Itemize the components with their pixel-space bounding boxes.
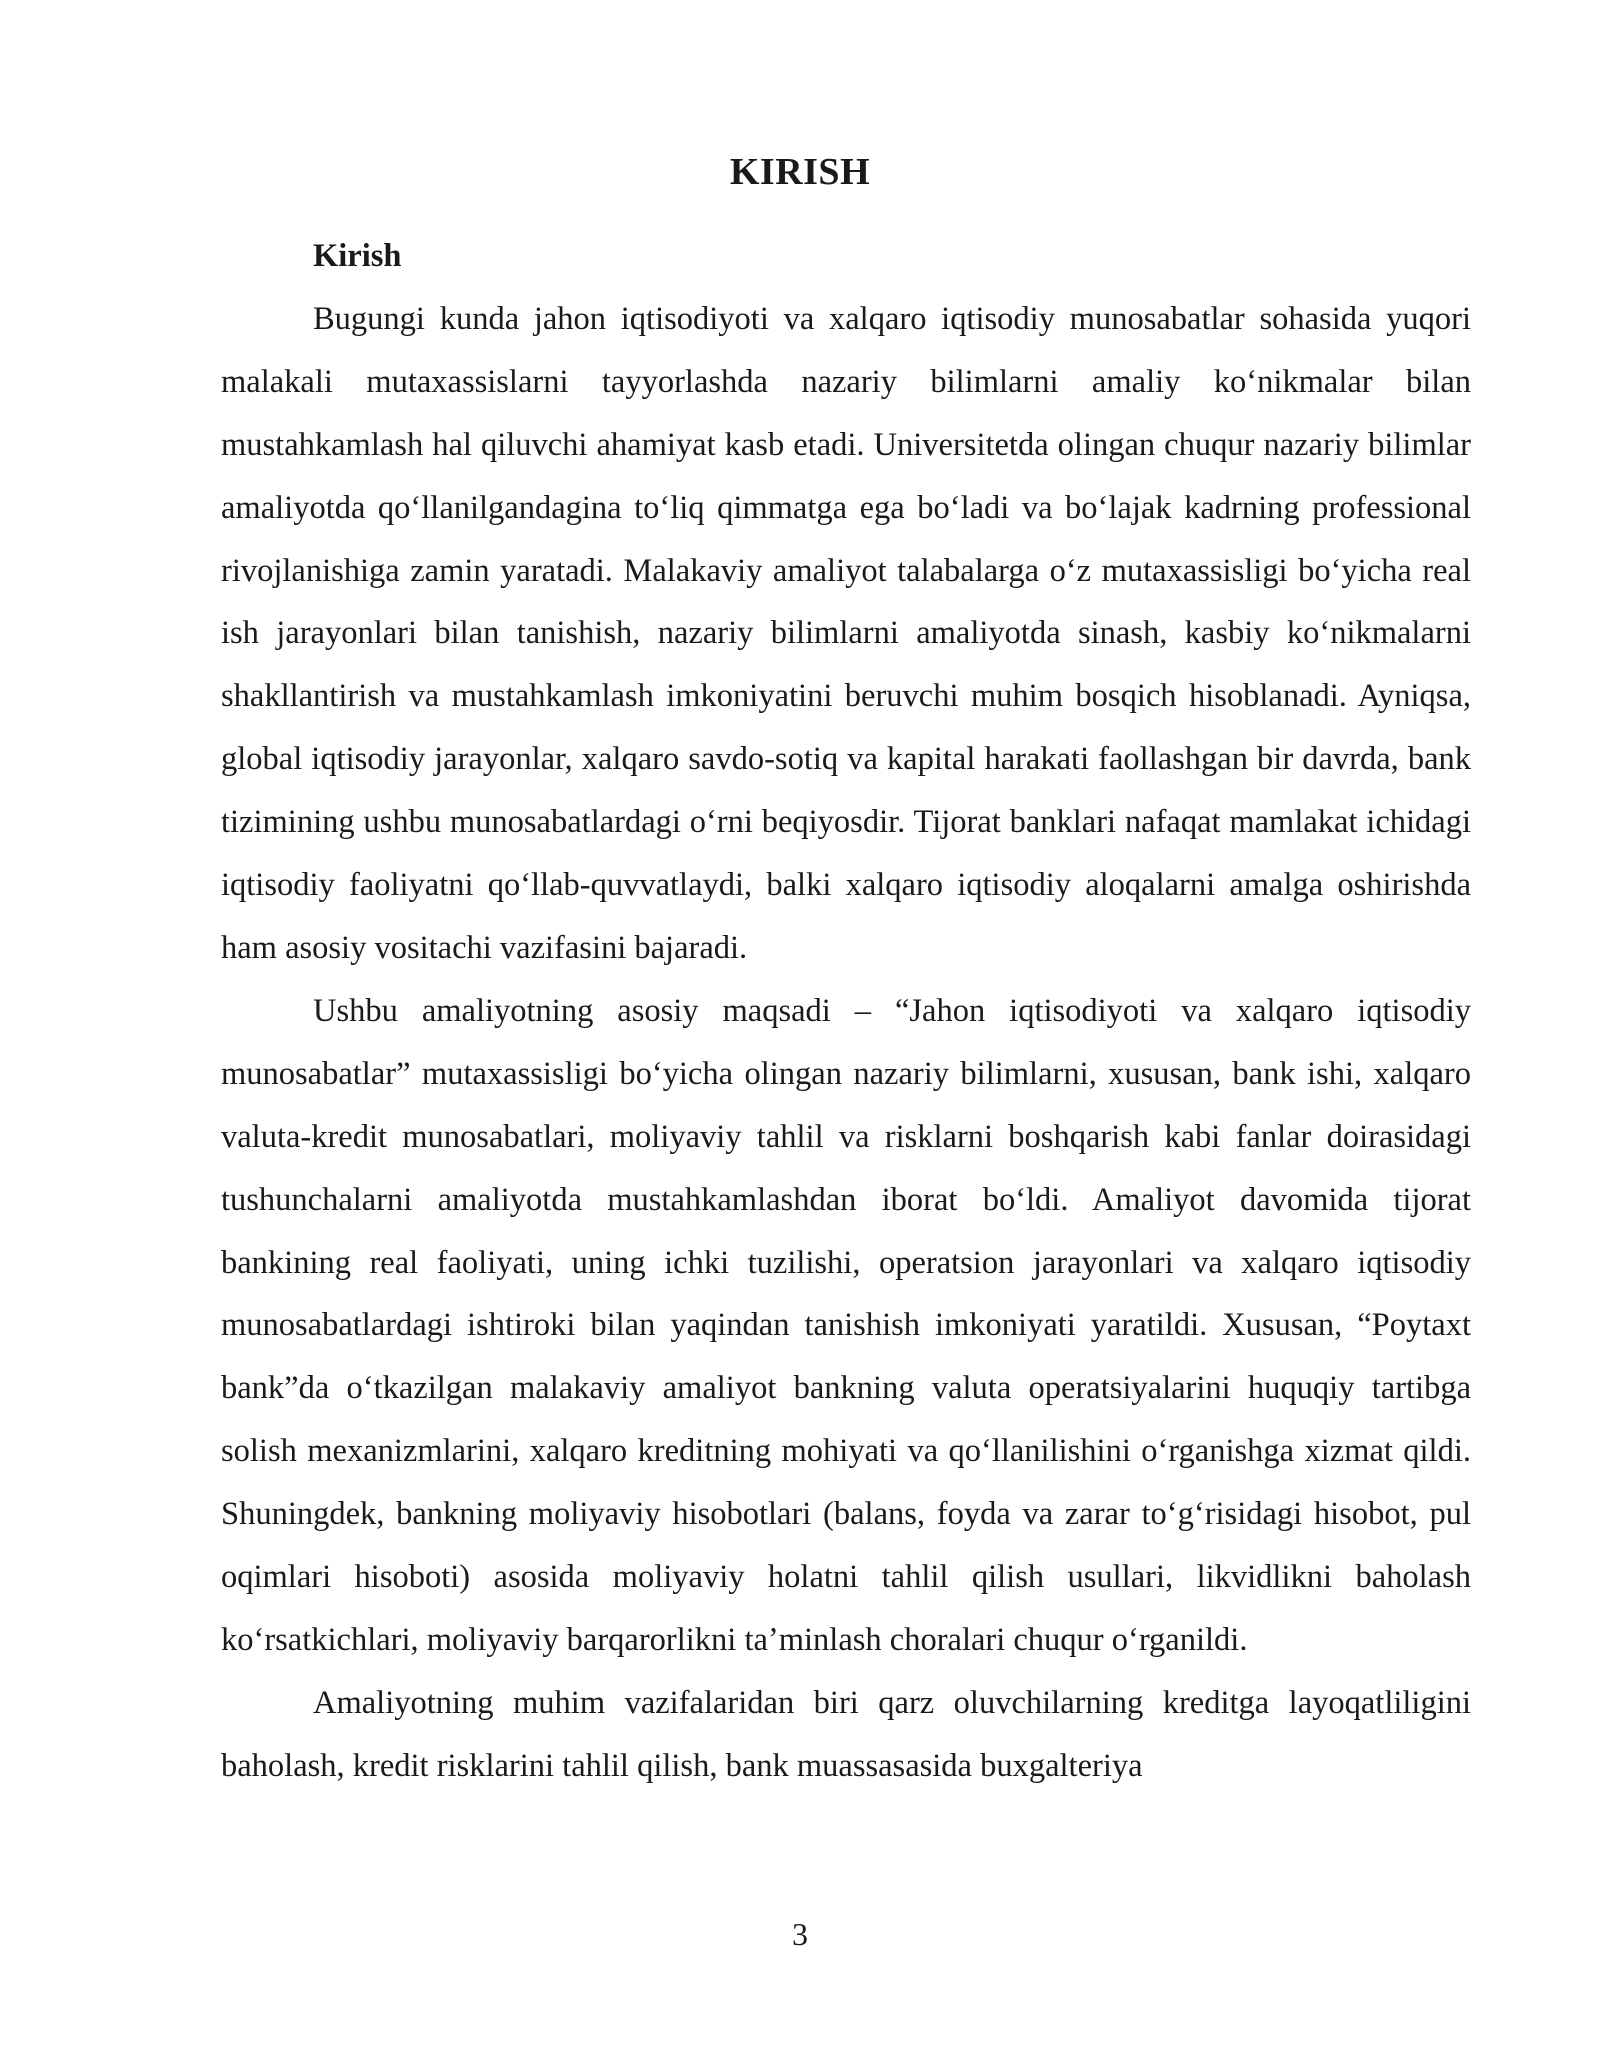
page-number: 3 — [792, 1916, 808, 1952]
section-subheading: Kirish — [313, 238, 402, 274]
page-title: KIRISH — [729, 151, 871, 193]
document-body — [221, 225, 1471, 1798]
paragraph: Amaliyotning muhim vazifalaridan biri qarz oluvchilarning kreditga layoqatliligini baholash, kredit risklarini tahlil qilish, bank muassasasida buxgalteriya — [221, 1684, 1471, 1784]
paragraph: Bugungi kunda jahon iqtisodiyoti va xalqaro iqtisodiy munosabatlar sohasida yuqori malakali mutaxassislarni tayyorlashda nazariy bilimlarni amaliy koʻnikmalar bilan mustahkamlash hal qiluvchi ahamiyat kasb etadi. Universitetda olingan chuqur nazariy bilimlar amaliyotda qoʻllanilgandagina toʻliq qimmatga ega boʻladi va boʻlajak kadrning professional rivojlanishiga zamin yaratadi. Malakaviy amaliyot talabalarga oʻz mutaxassisligi boʻyicha real ish jarayonlari bilan tanishish, nazariy bilimlarni amaliyotda sinash, kasbiy koʻnikmalarni shakllantirish va mustahkamlash imkoniyatini beruvchi muhim bosqich hisoblanadi. Ayniqsa, global iqtisodiy jarayonlar, xalqaro savdo-sotiq va kapital harakati faollashgan bir davrda, bank tizimining ushbu munosabatlardagi oʻrni beqiyosdir. Tijorat banklari nafaqat mamlakat ichidagi iqtisodiy faoliyatni qoʻllab-quvvatlaydi, balki xalqaro iqtisodiy aloqalarni amalga oshirishda ham asosiy vositachi vazifasini bajaradi. — [221, 300, 1471, 966]
paragraph: Ushbu amaliyotning asosiy maqsadi – “Jahon iqtisodiyoti va xalqaro iqtisodiy munosabatlar” mutaxassisligi boʻyicha olingan nazariy bilimlarni, xususan, bank ishi, xalqaro valuta-kredit munosabatlari, moliyaviy tahlil va risklarni boshqarish kabi fanlar doirasidagi tushunchalarni amaliyotda mustahkamlashdan iborat boʻldi. Amaliyot davomida tijorat bankining real faoliyati, uning ichki tuzilishi, operatsion jarayonlari va xalqaro iqtisodiy munosabatlardagi ishtiroki bilan yaqindan tanishish imkoniyati yaratildi. Xususan, “Poytaxt bank”da oʻtkazilgan malakaviy amaliyot bankning valuta operatsiyalarini huquqiy tartibga solish mexanizmlarini, xalqaro kreditning mohiyati va qoʻllanilishini oʻrganishga xizmat qildi. Shuningdek, bankning moliyaviy hisobotlari (balans, foyda va zarar toʻgʻrisidagi hisobot, pul oqimlari hisoboti) asosida moliyaviy holatni tahlil qilish usullari, likvidlikni baholash koʻrsatkichlari, moliyaviy barqarorlikni taʼminlash choralari chuqur oʻrganildi. — [221, 992, 1471, 1658]
